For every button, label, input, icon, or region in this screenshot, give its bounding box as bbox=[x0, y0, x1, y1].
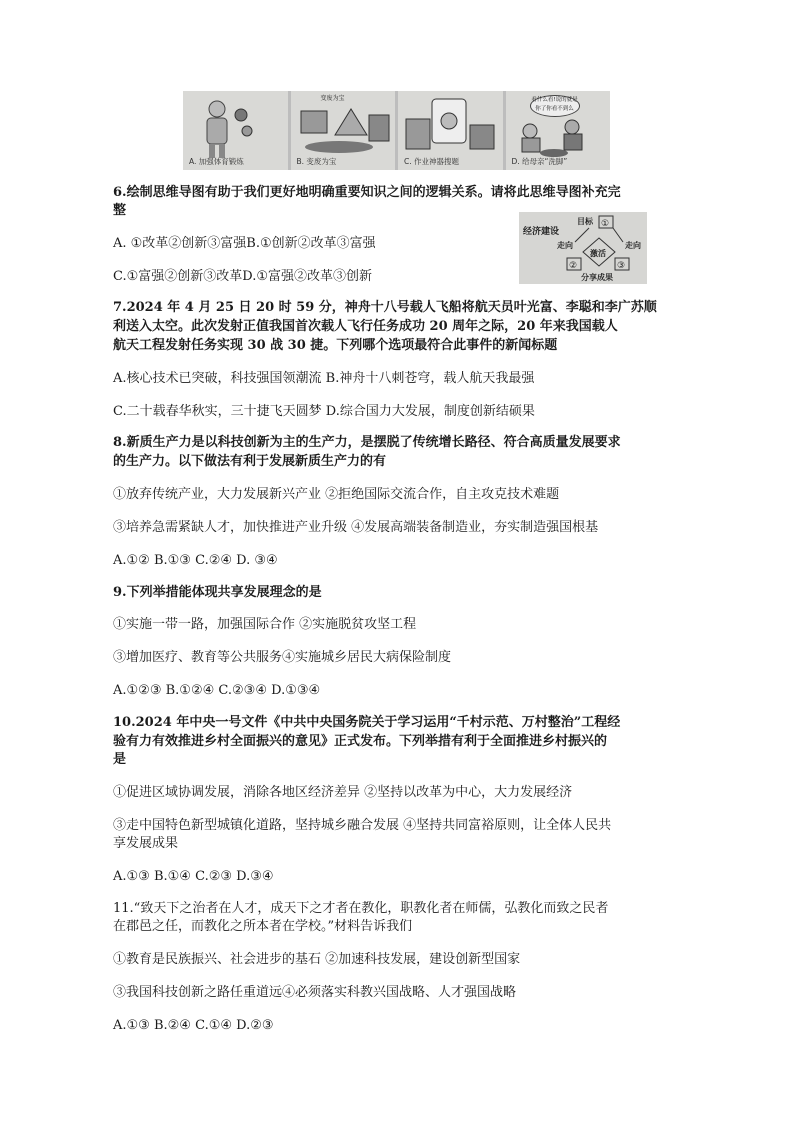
panel-a-caption: A. 加强体育锻炼 bbox=[189, 157, 244, 166]
panel-d bbox=[506, 91, 611, 170]
q11-options: A.①③ B.②④ C.①④ D.②③ bbox=[113, 1018, 274, 1033]
q6-stem-line2: 整 bbox=[113, 203, 127, 218]
q8-stem-line2: 的生产力。以下做法有利于发展新质生产力的有 bbox=[113, 454, 387, 469]
panel-a bbox=[183, 91, 288, 170]
q11-items-12: ①教育是民族振兴、社会进步的基石 ②加速科技发展，建设创新型国家 bbox=[113, 952, 521, 967]
cartoon-strip bbox=[183, 91, 610, 170]
speech-bubble: 看什么看!说的就是你了你看不到么 bbox=[530, 95, 580, 117]
q6-options-ab: A. ①改革②创新③富强B.①创新②改革③富强 bbox=[113, 236, 376, 251]
q7-stem-line1: 7.2024 年 4 月 25 日 20 时 59 分，神舟十八号载人飞船将航天员叶光富、李聪和李广苏顺 bbox=[113, 300, 657, 315]
panel-c-caption: C. 作业神器搜题 bbox=[404, 157, 460, 166]
mindmap-svg bbox=[519, 212, 647, 284]
mindmap-circle1: ① bbox=[601, 219, 610, 229]
mindmap-motive: 激活 bbox=[590, 249, 606, 258]
q9-stem: 9.下列举措能体现共享发展理念的是 bbox=[113, 585, 322, 600]
panel-b-caption: B. 变废为宝 bbox=[296, 157, 337, 166]
q6-stem-line1: 6.绘制思维导图有助于我们更好地明确重要知识之间的逻辑关系。请将此思维导图补充完 bbox=[113, 185, 621, 200]
q7-stem-line2: 利送入太空。此次发射正值我国首次载人飞行任务成功 20 周年之际，20 年来我国载人 bbox=[113, 319, 618, 334]
q8-items-34: ③培养急需紧缺人才，加快推进产业升级 ④发展高端装备制造业，夯实制造强国根基 bbox=[113, 520, 599, 535]
mindmap-walk-left: 走向 bbox=[557, 241, 573, 250]
q7-options-ab: A.核心技术已突破，科技强国领潮流 B.神舟十八刺苍穹，载人航天我最强 bbox=[113, 371, 535, 386]
q9-options: A.①②③ B.①②④ C.②③④ D.①③④ bbox=[113, 683, 321, 698]
mindmap-circle3: ③ bbox=[617, 261, 626, 271]
q11-items-34: ③我国科技创新之路任重道远④必须落实科教兴国战略、人才强国战略 bbox=[113, 985, 517, 1000]
panel-c bbox=[398, 91, 503, 170]
mindmap-diagram bbox=[519, 212, 647, 284]
q9-items-34: ③增加医疗、教育等公共服务④实施城乡居民大病保险制度 bbox=[113, 650, 452, 665]
mindmap-line-right bbox=[613, 228, 623, 242]
mindmap-walk-right: 走向 bbox=[625, 241, 641, 250]
q10-items-34-line2: 享发展成果 bbox=[113, 836, 179, 851]
q7-stem-line3: 航天工程发射任务实现 30 战 30 捷。下列哪个选项最符合此事件的新闻标题 bbox=[113, 338, 558, 353]
panel-b-title: 变废为宝 bbox=[320, 95, 345, 102]
q10-items-12: ①促进区域协调发展，消除各地区经济差异 ②坚持以改革为中心，大力发展经济 bbox=[113, 785, 573, 800]
q6-options-cd: C.①富强②创新③改革D.①富强②改革③创新 bbox=[113, 269, 373, 284]
q11-stem-line1: 11.“致天下之治者在人才，成天下之才者在教化，职教化者在师儒，弘教化而致之民者 bbox=[113, 901, 609, 916]
q7-options-cd: C.二十载春华秋实，三十捷飞天圆梦 D.综合国力大发展，制度创新结硕果 bbox=[113, 404, 535, 419]
q10-stem-line1: 10.2024 年中央一号文件《中共中央国务院关于学习运用“千村示范、万村整治”工程经 bbox=[113, 715, 621, 730]
mindmap-goal: 目标 bbox=[577, 217, 593, 226]
mindmap-circle2: ② bbox=[569, 261, 578, 271]
q9-items-12: ①实施一带一路，加强国际合作 ②实施脱贫攻坚工程 bbox=[113, 617, 417, 632]
mindmap-economy: 经济建设 bbox=[523, 227, 560, 237]
panel-d-caption: D. 给母亲“洗脚” bbox=[511, 157, 568, 166]
q8-options: A.①② B.①③ C.②④ D. ③④ bbox=[113, 553, 278, 568]
mindmap-line-left bbox=[575, 228, 589, 242]
q8-items-12: ①放弃传统产业，大力发展新兴产业 ②拒绝国际交流合作，自主攻克技术难题 bbox=[113, 487, 560, 502]
q10-stem-line3: 是 bbox=[113, 752, 127, 767]
panel-b bbox=[291, 91, 396, 170]
q10-options: A.①③ B.①④ C.②③ D.③④ bbox=[113, 869, 274, 884]
mindmap-share: 分享成果 bbox=[581, 273, 613, 282]
q10-stem-line2: 验有力有效推进乡村全面振兴的意见》正式发布。下列举措有利于全面推进乡村振兴的 bbox=[113, 734, 608, 749]
q11-stem-line2: 在郡邑之任，而教化之所本者在学校。”材料告诉我们 bbox=[113, 919, 413, 934]
q8-stem-line1: 8.新质生产力是以科技创新为主的生产力，是摆脱了传统增长路径、符合高质量发展要求 bbox=[113, 435, 621, 450]
q10-items-34-line1: ③走中国特色新型城镇化道路，坚持城乡融合发展 ④坚持共同富裕原则，让全体人民共 bbox=[113, 818, 612, 833]
